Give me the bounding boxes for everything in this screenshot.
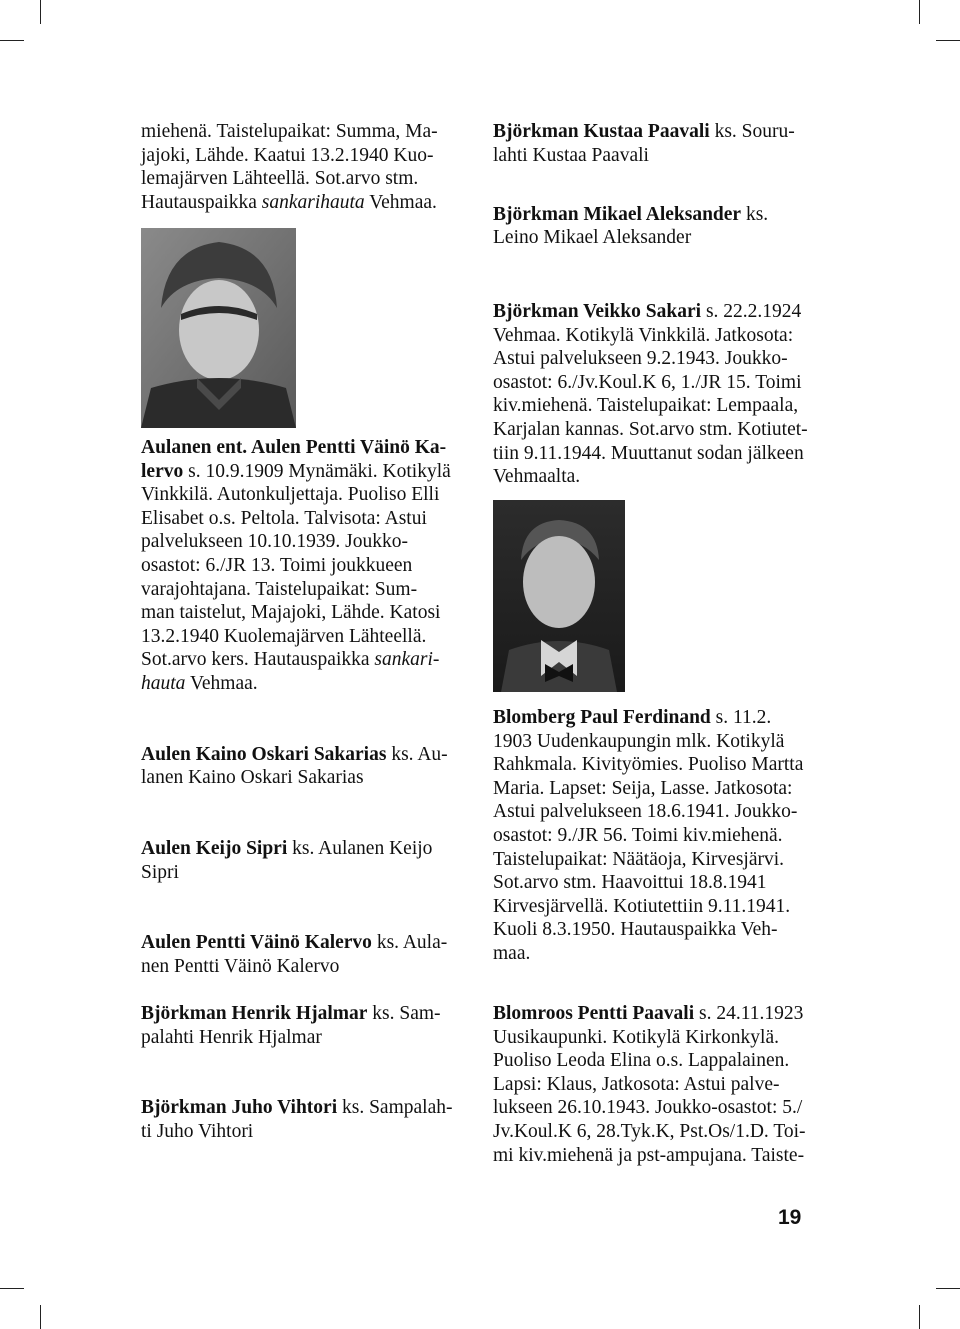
crop-mark — [40, 0, 41, 24]
entry-blomroos-pentti: Blomroos Pentti Paavali s. 24.11.1923 Uusikaupunki. Kotikylä Kirkonkylä. Puoliso Leoda Elina o.s. Lappalainen. Lapsi: Klaus, Jatkosota: Astui palve- lukseen 26.10.1943. Joukko-osastot: 5./ Jv.Koul.K 6, 28.Tyk.K, Pst.Os/1.D. Toi- mi kiv.miehenä ja pst-ampujana. Taiste- — [493, 1003, 806, 1166]
portrait-image — [141, 228, 296, 428]
entry-bjorkman-kustaa: Björkman Kustaa Paavali ks. Souru- lahti Kustaa Paavali — [493, 121, 795, 166]
column-right-middle — [493, 300, 823, 489]
entry-bjorkman-juho: Björkman Juho Vihtori ks. Sampalah- ti Juho Vihtori — [141, 1097, 453, 1142]
entry-continuation: miehenä. Taistelupaikat: Summa, Ma- jajoki, Lähde. Kaatui 13.2.1940 Kuo- lemajärven Lähteellä. Sot.arvo stm. Hautauspaikka sankarihauta Vehmaa. — [141, 121, 438, 213]
entry-aulen-kaino: Aulen Kaino Oskari Sakarias ks. Au- lanen Kaino Oskari Sakarias — [141, 743, 448, 789]
column-left-top — [141, 120, 471, 214]
entry-bjorkman-veikko: Björkman Veikko Sakari s. 22.2.1924 Vehmaa. Kotikylä Vinkkilä. Jatkosota: Astui palvelukseen 9.2.1943. Joukko- osastot: 6./Jv.Koul.K 6, 1./JR 15. Toimi kiv.miehenä. Taistelupaikat: Lempaala, Karjalan kannas. Sot.arvo stm. Kotiutet- tiin 9.11.1944. Muuttanut sodan jälkeen Vehmaalta. — [493, 301, 808, 488]
crop-mark — [40, 1305, 41, 1329]
column-left-main — [141, 436, 471, 979]
crop-mark — [919, 1305, 920, 1329]
crop-mark — [936, 40, 960, 41]
column-right-top — [493, 120, 823, 250]
column-left-bottom — [141, 1002, 471, 1144]
entry-bjorkman-henrik: Björkman Henrik Hjalmar ks. Sam- palahti Henrik Hjalmar — [141, 1003, 441, 1048]
crop-mark — [919, 0, 920, 24]
portrait-image — [493, 500, 625, 692]
entry-aulen-pentti: Aulen Pentti Väinö Kalervo ks. Aula- nen Pentti Väinö Kalervo — [141, 932, 448, 978]
crop-mark — [936, 1288, 960, 1289]
entry-bjorkman-mikael: Björkman Mikael Aleksander ks. Leino Mikael Aleksander — [493, 203, 769, 249]
crop-mark — [0, 40, 24, 41]
page-number: 19 — [778, 1206, 802, 1229]
portrait-photo-blomberg — [493, 500, 625, 692]
entry-aulen-keijo: Aulen Keijo Sipri ks. Aulanen Keijo Sipri — [141, 838, 433, 883]
crop-mark — [0, 1288, 24, 1289]
entry-aulanen-pentti: Aulanen ent. Aulen Pentti Väinö Ka- lervo s. 10.9.1909 Mynämäki. Kotikylä Vinkkilä. Autonkuljettaja. Puoliso Elli Elisabet o.s. Peltola. Talvisota: Astui palvelukseen 10.10.1939. Joukko- osastot: 6./JR 13. Toimi joukkueen varajohtajana. Taistelupaikat: Sum- man taistelut, Majajoki, Lähde. Katosi 13.2.1940 Kuolemajärven Lähteellä. Sot.arvo kers. Hautauspaikka sankari- hauta Vehmaa. — [141, 437, 451, 694]
portrait-photo-aulanen — [141, 228, 296, 428]
column-right-main — [493, 706, 823, 966]
entry-blomberg-paul: Blomberg Paul Ferdinand s. 11.2. 1903 Uudenkaupungin mlk. Kotikylä Rahkmala. Kivityömies. Puoliso Martta Maria. Lapset: Seija, Lasse. Jatkosota: Astui palvelukseen 18.6.1941. Joukko- osastot: 9./JR 56. Toimi kiv.miehenä. Taistelupaikat: Näätäoja, Kirvesjärvi. Sot.arvo stm. Haavoittui 18.8.1941 Kirvesjärvellä. Kotiutettiin 9.11.1941. Kuoli 8.3.1950. Hautauspaikka Veh- maa. — [493, 707, 804, 964]
column-right-bottom — [493, 1002, 823, 1167]
